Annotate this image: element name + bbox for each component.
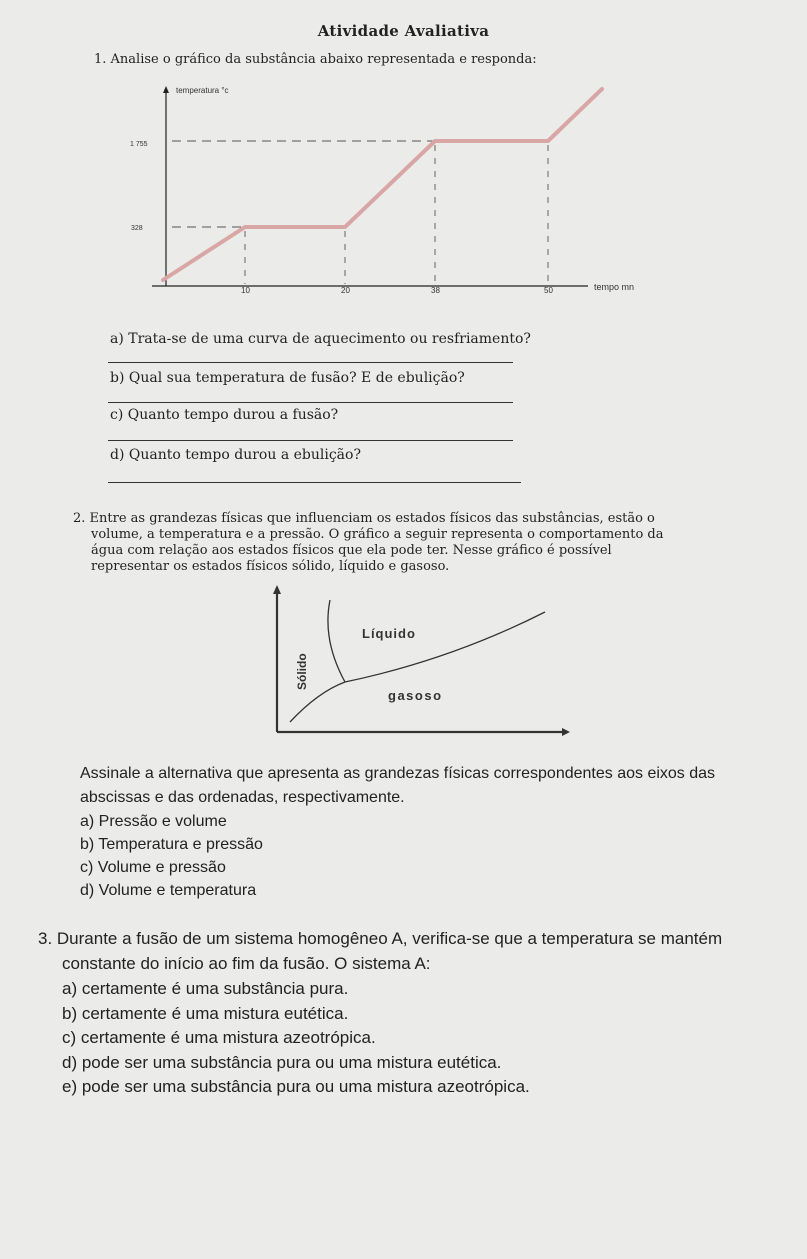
- vaporization-curve: [345, 612, 545, 682]
- x-tick-10: 10: [241, 286, 250, 295]
- q2-line-2: volume, a temperatura e a pressão. O gráfico a seguir representa o comportamento da: [91, 527, 664, 542]
- x-tick-38: 38: [431, 286, 440, 295]
- page-title: Atividade Avaliativa: [317, 22, 490, 40]
- y-axis-label: temperatura °c: [176, 86, 229, 95]
- answer-line-a[interactable]: [108, 362, 513, 363]
- x-tick-50: 50: [544, 286, 553, 295]
- q1-item-b: b) Qual sua temperatura de fusão? E de ebulição?: [110, 370, 465, 386]
- q2-instruction-1: Assinale a alternativa que apresenta as grandezas físicas correspondentes aos eixos das: [80, 765, 716, 782]
- q2-option-a[interactable]: a) Pressão e volume: [80, 813, 227, 830]
- q3-line-2: constante do início ao fim da fusão. O sistema A:: [62, 954, 431, 973]
- q2-line-4: representar os estados físicos sólido, líquido e gasoso.: [91, 559, 450, 574]
- q3-option-d[interactable]: d) pode ser uma substância pura ou uma mistura eutética.: [62, 1053, 502, 1072]
- q2-option-d[interactable]: d) Volume e temperatura: [80, 882, 257, 899]
- q1-item-d: d) Quanto tempo durou a ebulição?: [110, 447, 361, 463]
- q3-option-a[interactable]: a) certamente é uma substância pura.: [62, 979, 349, 998]
- fusion-curve: [328, 600, 345, 682]
- phase-y-arrow: [273, 585, 281, 594]
- solid-label: Sólido: [295, 653, 309, 690]
- q2-line-1: 2. Entre as grandezas físicas que influenciam os estados físicos das substâncias, estão o: [73, 511, 655, 526]
- answer-line-c[interactable]: [108, 440, 513, 441]
- answer-line-b[interactable]: [108, 402, 513, 403]
- y-tick-1755: 1 755: [130, 141, 148, 148]
- liquid-label: Líquido: [362, 626, 416, 641]
- heating-curve-chart: [0, 0, 807, 310]
- q1-item-a: a) Trata-se de uma curva de aquecimento ou resfriamento?: [110, 331, 531, 347]
- question-1-prompt: 1. Analise o gráfico da substância abaixo representada e responda:: [94, 52, 537, 67]
- q3-option-b[interactable]: b) certamente é uma mistura eutética.: [62, 1004, 349, 1023]
- answer-line-d[interactable]: [108, 482, 521, 483]
- q2-instruction-2: abscissas e das ordenadas, respectivamente.: [80, 789, 405, 806]
- q3-option-c[interactable]: c) certamente é uma mistura azeotrópica.: [62, 1028, 376, 1047]
- y-tick-328: 328: [131, 225, 143, 232]
- y-axis-arrow: [163, 86, 169, 93]
- q3-option-e[interactable]: e) pode ser uma substância pura ou uma mistura azeotrópica.: [62, 1077, 530, 1096]
- gas-label: gasoso: [388, 688, 443, 703]
- x-axis-label: tempo mn: [594, 282, 635, 292]
- phase-diagram-chart: [0, 580, 807, 750]
- q2-line-3: água com relação aos estados físicos que ela pode ter. Nesse gráfico é possível: [91, 543, 612, 558]
- heating-curve-series: [163, 89, 602, 280]
- q1-item-c: c) Quanto tempo durou a fusão?: [110, 407, 339, 423]
- q2-option-b[interactable]: b) Temperatura e pressão: [80, 836, 263, 853]
- phase-x-arrow: [562, 728, 570, 736]
- x-tick-20: 20: [341, 286, 350, 295]
- q3-line-1: 3. Durante a fusão de um sistema homogêneo A, verifica-se que a temperatura se mantém: [38, 929, 723, 948]
- q2-option-c[interactable]: c) Volume e pressão: [80, 859, 226, 876]
